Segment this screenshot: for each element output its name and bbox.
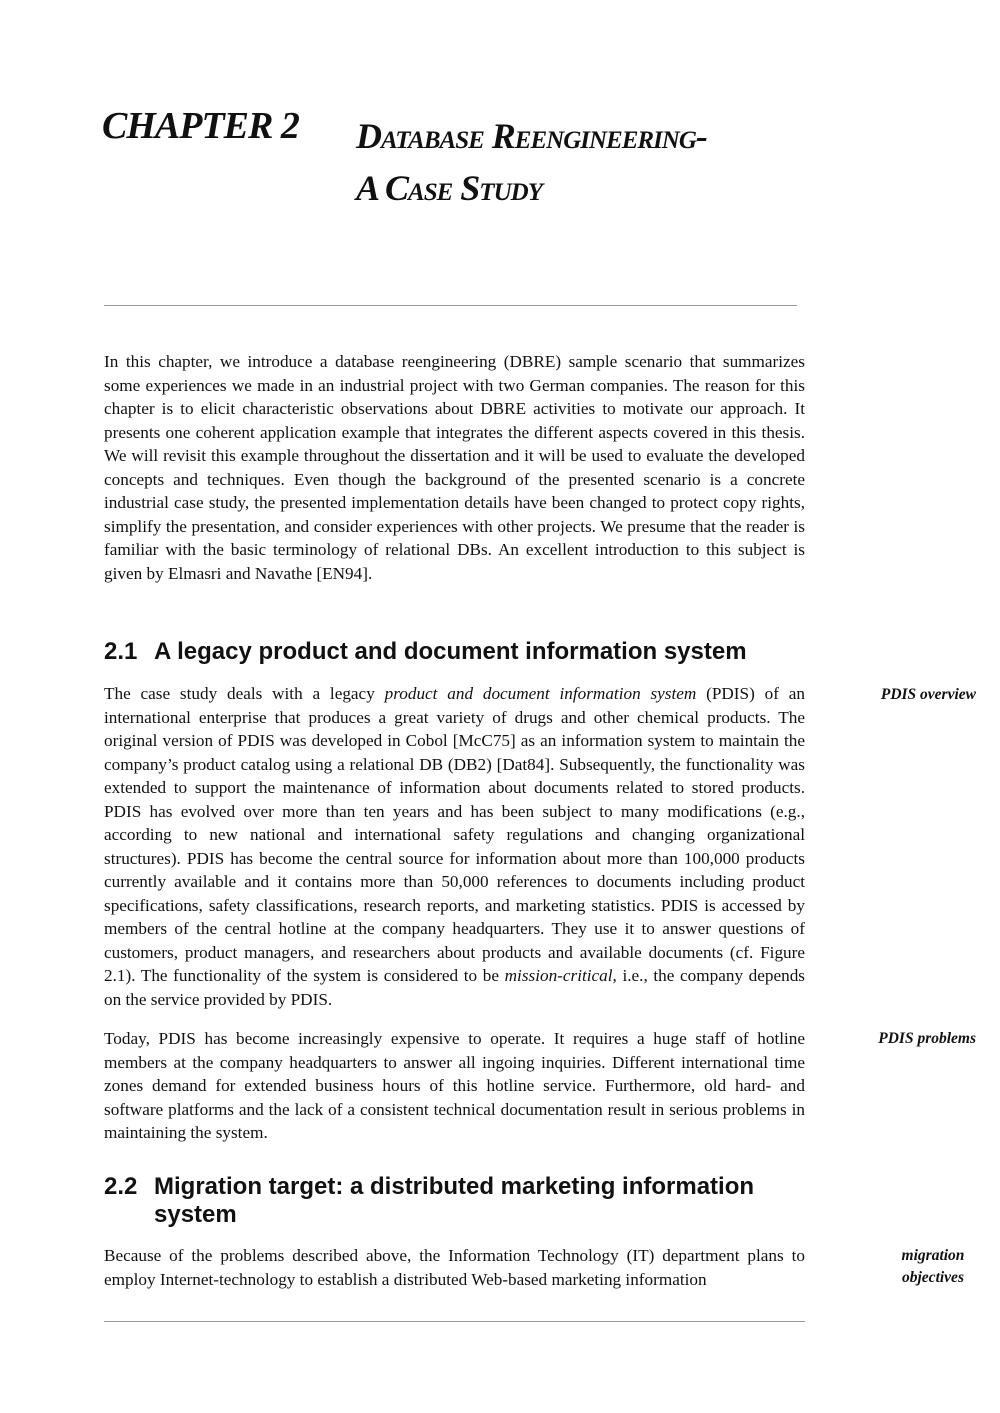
text-run: , i.e., the company depends on the service provided by PDIS. — [104, 966, 805, 1009]
section-number: 2.2 — [104, 1173, 138, 1200]
section-2-1-paragraph-2: Today, PDIS has become increasingly expensive to operate. It requires a huge staff of hotline members at the company headquarters to answer all ingoing inquiries. Different international time zones demand for extended business hours of this hotline service. Furthermore, old hard- and software platforms and the lack of a consistent technical documentation result in serious problems in maintaining the system. — [104, 1029, 805, 1142]
margin-note-pdis-overview: PDIS overview — [880, 686, 976, 703]
chapter-title-line-1: Database Reengineering- — [356, 116, 707, 156]
section-title: A legacy product and document information system — [154, 638, 747, 665]
section-2-1-paragraph-1 — [104, 682, 805, 1011]
margin-note-line-1: migration — [901, 1247, 965, 1264]
emphasis-text: product and document information system — [384, 684, 697, 703]
margin-note-migration-objectives — [888, 1245, 978, 1289]
margin-note-pdis-problems: PDIS problems — [878, 1030, 976, 1047]
bottom-divider — [104, 1321, 805, 1322]
chapter-label: CHAPTER 2 — [102, 105, 299, 147]
chapter-title — [356, 110, 707, 214]
text-run: The case study deals with a legacy — [104, 684, 385, 703]
section-title-line-1: Migration target: a distributed marketing information — [154, 1173, 755, 1200]
section-title-line-2: system — [154, 1201, 237, 1228]
text-run: (PDIS) of an international enterprise that produces a great variety of drugs and other chemical products. The original version of PDIS was developed in Cobol [McC75] as an information system to maintain the company’s product catalog using a relational DB (DB2) [Dat84]. Subsequently, the functionality was extended to support the maintenance of information about documents related to stored products. PDIS has evolved over more than ten years and has been subject to many modifications (e.g., according to new national and international safety regulations and changing organizational structures). PDIS has become the central source for information about more than 100,000 products currently available and it contains more than 50,000 references to documents including product specifications, safety classifications, research reports, and marketing statistics. PDIS is accessed by members of the central hotline at the company headquarters. They use it to answer questions of customers, product managers, and researchers about products and available documents (cf. Figure 2.1). The functionality of the system is considered to be — [104, 684, 805, 985]
intro-paragraph: In this chapter, we introduce a database reengineering (DBRE) sample scenario that summarizes some experiences we made in an industrial project with two German companies. The reason for this chapter is to elicit characteristic observations about DBRE activities to motivate our approach. It presents one coherent application example that integrates the different aspects covered in this thesis. We will revisit this example throughout the dissertation and it will be used to evaluate the developed concepts and techniques. Even though the background of the presented scenario is a concrete industrial case study, the presented implementation details have been changed to protect copy rights, simplify the presentation, and consider experiences with other projects. We presume that the reader is familiar with the basic terminology of relational DBs. An excellent introduction to this subject is given by Elmasri and Navathe [EN94]. — [104, 352, 805, 583]
section-2-2-paragraph-1: Because of the problems described above, the Information Technology (IT) department plans to employ Internet-technology to establish a distributed Web-based marketing information — [104, 1246, 805, 1289]
section-2-1-heading — [104, 638, 747, 666]
section-2-2-heading — [104, 1173, 754, 1229]
section-number: 2.1 — [104, 638, 138, 665]
top-divider — [104, 305, 797, 306]
emphasis-text: mission-critical — [504, 966, 613, 985]
margin-note-line-2: objectives — [902, 1269, 964, 1286]
chapter-title-line-2: A Case Study — [356, 168, 542, 208]
